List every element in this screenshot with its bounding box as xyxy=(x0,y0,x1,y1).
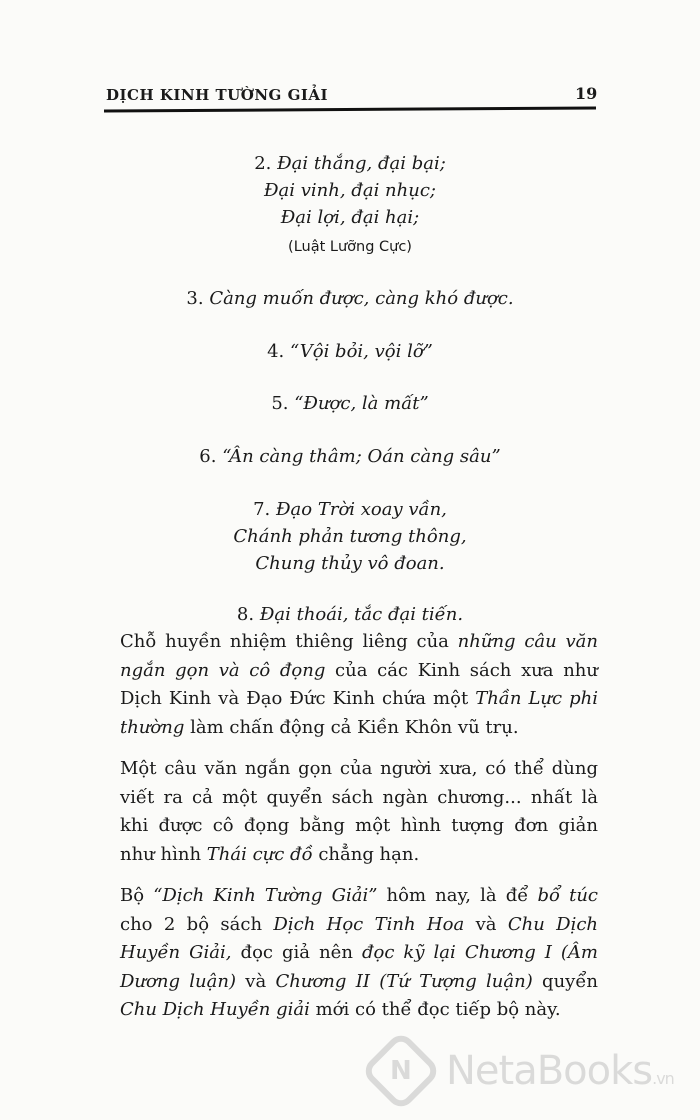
paragraph-3 xyxy=(120,882,598,1025)
logo-letter: N xyxy=(390,1055,412,1086)
emphasis-run: Chu Dịch Huyền giải xyxy=(120,999,310,1020)
maxim-line: Chung thủy vô đoan. xyxy=(255,553,445,574)
text-run: Chỗ huyền nhiệm thiêng liêng của xyxy=(120,631,458,652)
text-run: và xyxy=(464,913,508,935)
maxim-line: Đại lợi, đại hại; xyxy=(280,207,420,228)
text-run: Bộ xyxy=(120,885,154,906)
maxim-number: 4. xyxy=(267,341,285,362)
text-run: làm chấn động cả Kiền Khôn vũ trụ. xyxy=(184,716,519,738)
text-run: và xyxy=(235,970,276,992)
page-number: 19 xyxy=(575,84,598,103)
text-run: của các Kinh sách xưa như Dịch Kinh và Đạo Đức Kinh chứa một xyxy=(120,659,598,709)
emphasis-run: đọc kỹ lại Chương I (Âm Dương luận) xyxy=(120,942,598,992)
maxim-line: Đạo Trời xoay vần, xyxy=(276,499,447,520)
maxim-number: 3. xyxy=(186,288,204,309)
running-title: DỊCH KINH TƯỜNG GIẢI xyxy=(106,86,329,104)
maxim-3 xyxy=(0,285,700,312)
maxim-line: Đại vinh, đại nhục; xyxy=(264,180,436,201)
body-text xyxy=(120,628,598,1038)
text-run: hôm nay, là để xyxy=(377,885,538,906)
maxim-number: 2. xyxy=(254,153,272,174)
emphasis-run: những câu văn ngắn gọn và cô đọng xyxy=(120,631,598,681)
maxim-number: 7. xyxy=(253,499,271,520)
watermark xyxy=(372,1036,682,1106)
maxim-line: “Vội bỏi, vội lỡ” xyxy=(290,341,433,362)
emphasis-run: Thái cực đồ xyxy=(206,843,313,865)
text-run: quyển xyxy=(532,970,598,992)
maxim-number: 6. xyxy=(199,446,217,467)
emphasis-run: Chương II (Tứ Tượng luận) xyxy=(275,970,533,992)
netabooks-logo-icon xyxy=(360,1030,442,1112)
maxim-6 xyxy=(0,443,700,470)
emphasis-run: Dịch Học Tinh Hoa xyxy=(273,913,465,935)
maxim-line: “Ân càng thâm; Oán càng sâu” xyxy=(222,446,501,467)
maxim-number: 5. xyxy=(271,393,289,414)
emphasis-run: bổ túc xyxy=(537,885,599,906)
watermark-suffix: .vn xyxy=(652,1069,674,1088)
emphasis-run: Chu Dịch Huyền Giải, xyxy=(120,913,599,963)
text-run: mới có thể đọc tiếp bộ này. xyxy=(309,999,561,1020)
maxim-7 xyxy=(0,496,700,577)
text-run: cho 2 bộ sách xyxy=(120,913,274,935)
maxim-5 xyxy=(0,390,700,417)
watermark-brand: NetaBooks xyxy=(446,1048,653,1094)
maxim-line: Càng muốn được, càng khó được. xyxy=(209,288,514,309)
header-rule xyxy=(104,106,596,112)
maxim-line: Chánh phản tương thông, xyxy=(233,526,467,547)
maxim-line: “Được, là mất” xyxy=(294,393,429,414)
paragraph-1 xyxy=(120,628,598,742)
maxim-line: Đại thắng, đại bại; xyxy=(277,153,446,174)
maxims-list xyxy=(0,150,700,628)
maxim-2 xyxy=(0,150,700,261)
text-run: đọc giả nên xyxy=(231,942,362,963)
paragraph-2 xyxy=(120,755,598,869)
emphasis-run: “Dịch Kinh Tường Giải” xyxy=(153,885,378,906)
emphasis-run: Thần Lực phi thường xyxy=(120,688,598,738)
maxim-8 xyxy=(0,601,700,628)
watermark-text xyxy=(446,1048,674,1094)
maxim-note: (Luật Lưỡng Cực) xyxy=(288,239,412,255)
text-run: Một câu văn ngắn gọn của người xưa, có thể dùng viết ra cả một quyển sách ngàn chương... nhất là khi được cô đọng bằng một hình tượng đơn giản như hình xyxy=(120,758,598,865)
maxim-4 xyxy=(0,338,700,365)
maxim-number: 8. xyxy=(236,604,255,625)
maxim-line: Đại thoái, tắc đại tiến. xyxy=(259,604,464,625)
text-run: chẳng hạn. xyxy=(312,843,420,865)
